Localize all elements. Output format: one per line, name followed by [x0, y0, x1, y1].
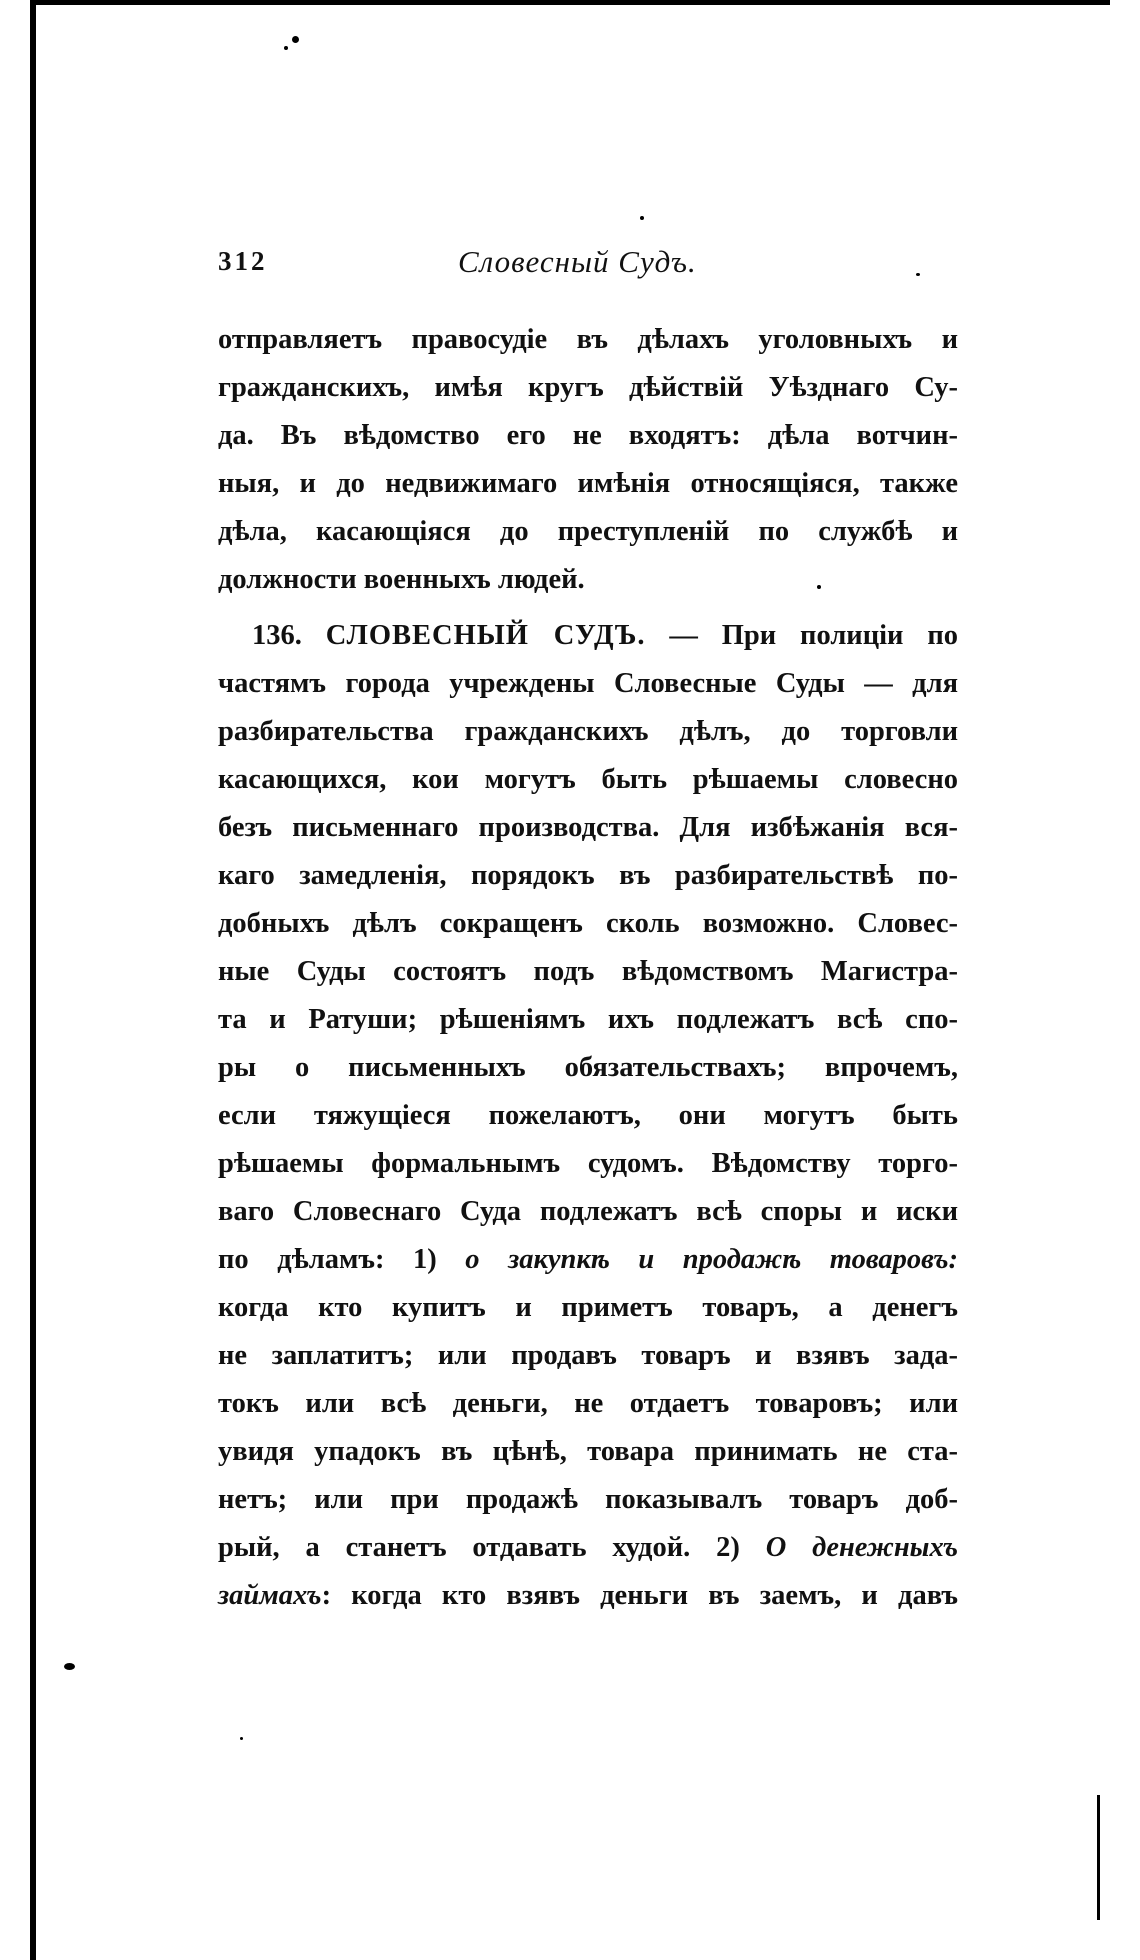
- italic-text-segment: займахъ: [218, 1580, 322, 1611]
- scan-speck: [292, 36, 299, 43]
- scan-speck: [240, 1737, 243, 1740]
- scan-edge-top: [30, 0, 1110, 5]
- text-line: ры о письменныхъ обязательствахъ; впрочемъ,: [218, 1052, 958, 1083]
- text-segment: рый, а станетъ отдавать худой. 2): [218, 1532, 740, 1563]
- text-line: токъ или всѣ деньги, не отдаетъ товаровъ; или: [218, 1388, 958, 1419]
- page-header: [218, 246, 938, 286]
- text-line: да. Въ вѣдомство его не входятъ: дѣла вотчин-: [218, 420, 958, 451]
- text-line: увидя упадокъ въ цѣнѣ, товара принимать не ста-: [218, 1436, 958, 1467]
- section-heading-line: [252, 612, 958, 660]
- page-number: 312: [218, 246, 268, 276]
- text-line: должности военныхъ людей.: [218, 564, 585, 595]
- text-line: каго замедленія, порядокъ въ разбирательствѣ по-: [218, 860, 958, 891]
- running-title: Словесный Судъ.: [458, 244, 697, 279]
- text-line: если тяжущіеся пожелаютъ, они могутъ быть: [218, 1100, 958, 1131]
- text-line: рѣшаемы формальнымъ судомъ. Вѣдомству торго-: [218, 1148, 958, 1179]
- section-title: СЛОВЕСНЫЙ СУДЪ.: [325, 620, 646, 651]
- text-line: безъ письменнаго производства. Для избѣжанія вся-: [218, 812, 958, 843]
- text-segment: по дѣламъ: 1): [218, 1244, 437, 1275]
- italic-text-segment: о закупкѣ и продажѣ товаровъ:: [465, 1244, 958, 1275]
- text-line: гражданскихъ, имѣя кругъ дѣйствій Уѣзднаго Су-: [218, 372, 958, 403]
- scan-speck: [640, 216, 644, 220]
- text-line: нетъ; или при продажѣ показывалъ товаръ доб-: [218, 1484, 958, 1515]
- text-line: та и Ратуши; рѣшеніямъ ихъ подлежатъ всѣ спо-: [218, 1004, 958, 1035]
- mixed-text-line: [218, 1524, 958, 1572]
- text-line: частямъ города учреждены Словесные Суды — для: [218, 668, 958, 699]
- text-line: ныя, и до недвижимаго имѣнія относящіяся, также: [218, 468, 958, 499]
- text-line: когда кто купитъ и приметъ товаръ, а денегъ: [218, 1292, 958, 1323]
- mixed-text-line: [218, 1236, 958, 1284]
- text-line: не заплатитъ; или продавъ товаръ и взявъ зада-: [218, 1340, 958, 1371]
- text-segment: : когда кто взявъ деньги въ заемъ, и давъ: [321, 1580, 958, 1611]
- mixed-text-line: [218, 1572, 958, 1620]
- scan-speck: [64, 1663, 75, 1670]
- text-line: добныхъ дѣлъ сокращенъ сколь возможно. Словес-: [218, 908, 958, 939]
- italic-text-segment: О денежныхъ: [765, 1532, 959, 1563]
- section-number: 136.: [252, 620, 302, 651]
- text-line: ваго Словеснаго Суда подлежатъ всѣ споры и иски: [218, 1196, 958, 1227]
- scan-edge-right: [1097, 1795, 1100, 1920]
- scan-edge-left: [30, 0, 36, 1960]
- text-line: ные Суды состоятъ подъ вѣдомствомъ Магистра-: [218, 956, 958, 987]
- text-line: разбирательства гражданскихъ дѣлъ, до торговли: [218, 716, 958, 747]
- scan-speck: [284, 46, 288, 50]
- section-first-line-text: — При полиціи по: [669, 620, 958, 651]
- text-line: дѣла, касающіяся до преступленій по службѣ и: [218, 516, 958, 547]
- text-line: касающихся, кои могутъ быть рѣшаемы словесно: [218, 764, 958, 795]
- text-line: отправляетъ правосудіе въ дѣлахъ уголовныхъ и: [218, 324, 958, 355]
